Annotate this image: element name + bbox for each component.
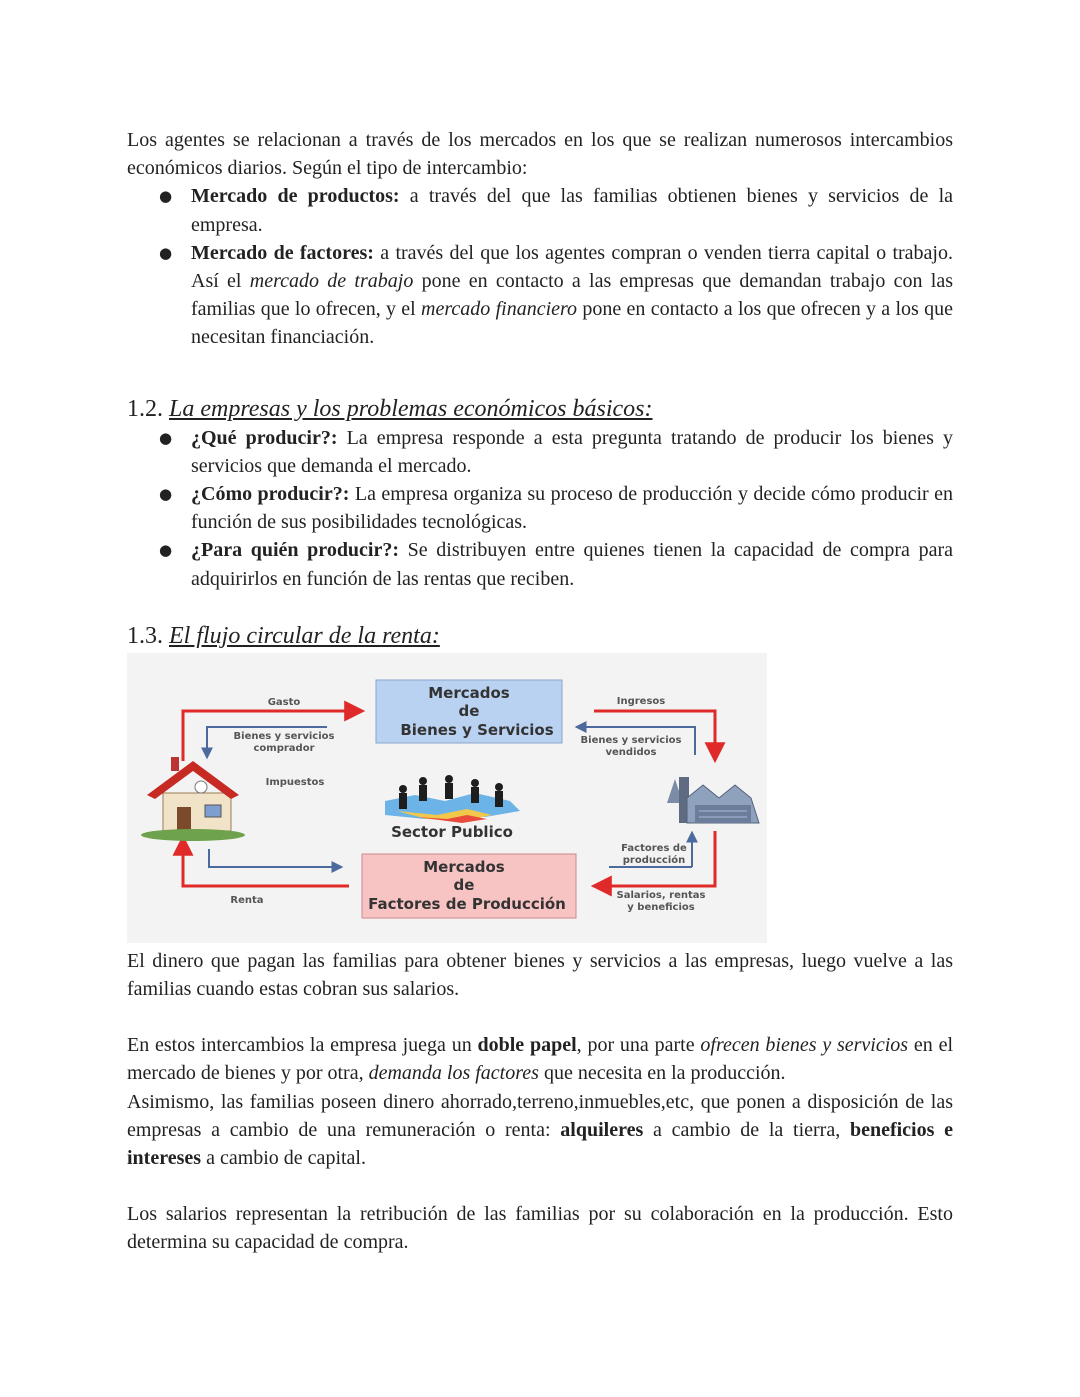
svg-text:y beneficios: y beneficios [627, 901, 695, 913]
svg-text:Factores de Producción: Factores de Producción [368, 894, 566, 913]
bienes-vendidos-label: Bienes y servicios [580, 734, 682, 746]
market-types-list [127, 182, 953, 351]
sector-publico-label: Sector Publico [391, 822, 513, 841]
list-item: ● ¿Qué producir?: La empresa responde a esta pregunta tratando de producir los bienes y servicios que demanda el mercado. [127, 424, 953, 480]
bullet-term: Mercado de productos: [191, 185, 400, 208]
svg-text:vendidos: vendidos [605, 746, 657, 758]
svg-text:Bienes y Servicios: Bienes y Servicios [400, 720, 554, 739]
svg-text:producción: producción [622, 854, 686, 866]
bullet-term: Mercado de factores: [191, 241, 374, 264]
paragraph-double-role: En estos intercambios la empresa juega un doble papel, por una parte ofrecen bienes y servicios en el mercado de bienes y por otra, demanda los factores que necesita en la producción. [127, 1034, 954, 1085]
section-heading-1-2: 1.2. La empresas y los problemas económicos básicos: [127, 395, 653, 422]
goods-market-label: Mercados [428, 683, 510, 702]
section-heading-1-3: 1.3. El flujo circular de la renta: [127, 622, 440, 649]
factors-market-label: Mercados [423, 857, 505, 876]
basic-problems-list [127, 424, 953, 593]
renta-label: Renta [230, 894, 264, 906]
intro-paragraph: Los agentes se relacionan a través de los mercados en los que se realizan numerosos intercambios económicos diarios. Según el tipo de intercambio: [127, 129, 953, 180]
bullet-icon: ● [159, 485, 173, 504]
bullet-icon: ● [159, 541, 173, 560]
paragraph-wages: Los salarios representan la retribución de las familias por su colaboración en la producción. Esto determina su capacidad de compra. [127, 1203, 953, 1254]
salarios-label: Salarios, rentas [616, 889, 706, 901]
svg-text:de: de [458, 701, 480, 720]
paragraph-families-resources: Asimismo, las familias poseen dinero ahorrado,terreno,inmuebles,etc, que ponen a disposición de las empresas a cambio de una remuneración o renta: alquileres a cambio de la tierra, beneficios e intereses a cambio de capital. [127, 1090, 954, 1170]
bienes-comprador-label: Bienes y servicios [233, 730, 335, 742]
paragraph-money-flow: El dinero que pagan las familias para obtener bienes y servicios a las empresas, luego vuelve a las familias cuando estas cobran sus salarios. [127, 949, 953, 1001]
list-item: ● Mercado de factores: a través del que los agentes compran o venden tierra capital o trabajo. Así el mercado de trabajo pone en contacto a las empresas que demandan trabajo con las familias que lo ofrecen, y el mercado financiero pone en contacto a los que ofrecen y a los que necesitan financiación. [127, 239, 953, 352]
bullet-icon: ● [159, 428, 173, 447]
list-item: ● ¿Para quién producir?: Se distribuyen entre quienes tienen la capacidad de compra para adquirirlos en función de las rentas que reciben. [127, 536, 953, 592]
document-page [127, 126, 953, 1257]
list-item: ● Mercado de productos: a través del que las familias obtienen bienes y servicios de la empresa. [127, 182, 953, 238]
list-item: ● ¿Cómo producir?: La empresa organiza su proceso de producción y decide cómo producir en función de sus posibilidades tecnológicas. [127, 480, 953, 536]
bullet-icon: ● [159, 243, 173, 262]
gasto-label: Gasto [267, 696, 301, 708]
circular-flow-diagram [127, 653, 767, 943]
factores-produccion-label: Factores de [621, 842, 687, 854]
bullet-icon: ● [159, 187, 173, 206]
impuestos-label: Impuestos [265, 776, 325, 788]
ingresos-label: Ingresos [616, 695, 666, 707]
svg-text:de: de [453, 875, 475, 894]
svg-text:comprador: comprador [253, 742, 315, 754]
